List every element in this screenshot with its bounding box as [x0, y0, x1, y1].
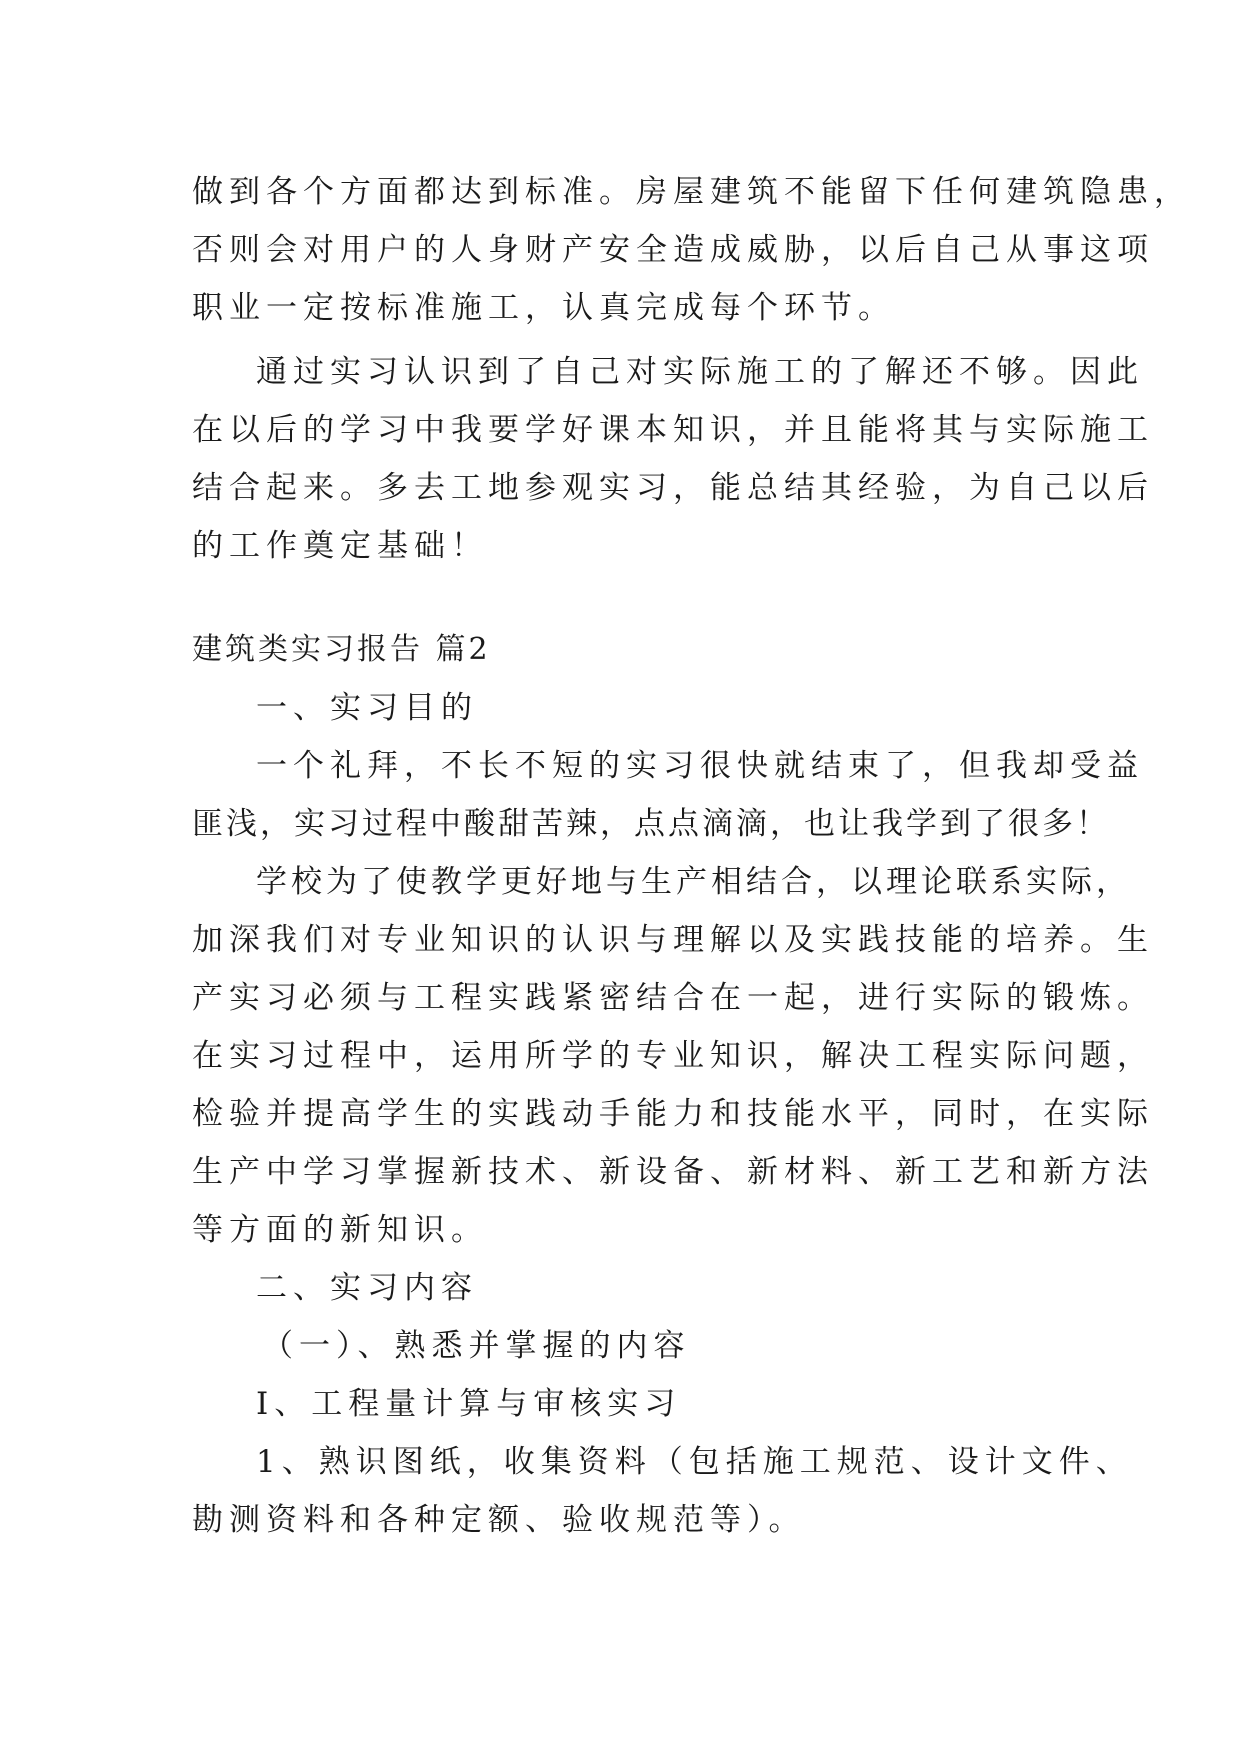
- document-body: [192, 163, 1191, 1549]
- subheading: I、工程量计算与审核实习: [256, 1386, 682, 1422]
- text-line: 加深我们对专业知识的认识与理解以及实践技能的培养。生: [192, 922, 1154, 958]
- text-line: 等方面的新知识。: [192, 1212, 488, 1248]
- text-line: 一个礼拜，不长不短的实习很快就结束了，但我却受益: [256, 748, 1144, 784]
- text-line: 学校为了使教学更好地与生产相结合，以理论联系实际，: [256, 864, 1131, 900]
- paragraph: [192, 737, 1144, 853]
- heading: 一、实习目的: [256, 690, 478, 726]
- text-line: 做到各个方面都达到标准。房屋建筑不能留下任何建筑隐患，: [192, 174, 1191, 210]
- section-spacer: [192, 575, 1052, 621]
- text-line: 检验并提高学生的实践动手能力和技能水平，同时，在实际: [192, 1096, 1154, 1132]
- text-line: 职业一定按标准施工，认真完成每个环节。: [192, 290, 895, 326]
- text-line: 产实习必须与工程实践紧密结合在一起，进行实际的锻炼。: [192, 980, 1154, 1016]
- text-line: 在以后的学习中我要学好课本知识，并且能将其与实际施工: [192, 412, 1154, 448]
- text-line: 的工作奠定基础！: [192, 528, 488, 564]
- paragraph: [192, 853, 1154, 1259]
- heading: 二、实习内容: [256, 1270, 478, 1306]
- subheading: （一）、熟悉并掌握的内容: [262, 1328, 691, 1364]
- paragraph: [192, 1433, 1133, 1549]
- text-line: 勘测资料和各种定额、验收规范等）。: [192, 1502, 806, 1538]
- paragraph: [192, 343, 1154, 575]
- text-line: 通过实习认识到了自己对实际施工的了解还不够。因此: [256, 354, 1144, 390]
- text-line: 匪浅，实习过程中酸甜苦辣，点点滴滴，也让我学到了很多！: [192, 806, 1110, 842]
- section-title: 建筑类实习报告 篇2: [192, 632, 491, 667]
- paragraph: [192, 163, 1191, 337]
- text-line: 在实习过程中，运用所学的专业知识，解决工程实际问题，: [192, 1038, 1154, 1074]
- text-line: 生产中学习掌握新技术、新设备、新材料、新工艺和新方法: [192, 1154, 1154, 1190]
- text-line: 1、熟识图纸，收集资料（包括施工规范、设计文件、: [256, 1444, 1133, 1480]
- text-line: 结合起来。多去工地参观实习，能总结其经验，为自己以后: [192, 470, 1154, 506]
- text-line: 否则会对用户的人身财产安全造成威胁，以后自己从事这项: [192, 232, 1154, 268]
